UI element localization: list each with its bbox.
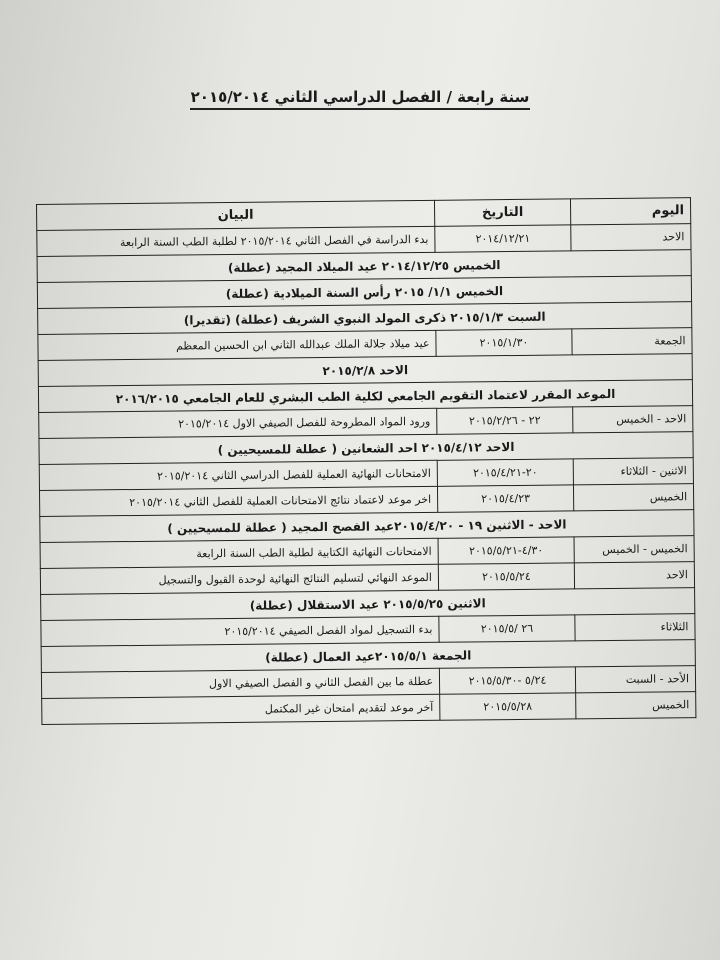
- row-merged-event: الاحد ٢٠١٥/٢/٨: [38, 354, 692, 387]
- row-day: الجمعة: [572, 328, 692, 355]
- row-day: الخميس: [573, 484, 693, 511]
- row-merged-event: الاثنين ٢٠١٥/٥/٢٥ عيد الاستقلال (عطلة): [41, 588, 695, 621]
- row-day: الخميس - الخميس: [574, 536, 694, 563]
- row-date: ٢٠١٥/١/٣٠: [436, 329, 572, 356]
- document-title: سنة رابعة / الفصل الدراسي الثاني ٢٠١٥/٢٠١٤: [190, 88, 530, 110]
- schedule-body: [37, 224, 696, 725]
- row-merged-event: الجمعة ٢٠١٥/٥/١عيد العمال (عطلة): [41, 640, 695, 673]
- row-desc: آخر موعد لتقديم امتحان غير المكتمل: [42, 694, 440, 724]
- row-day: الاثنين - الثلاثاء: [573, 458, 693, 485]
- row-merged-event: الخميس ١/١/ ٢٠١٥ رأس السنة الميلادية (عطلة): [37, 276, 691, 309]
- row-date: ٢٦ /٢٠١٥/٥: [439, 615, 575, 642]
- header-date: التاريخ: [434, 199, 570, 226]
- row-date: ٤/٣٠-٢٠١٥/٥/٢١: [438, 537, 574, 564]
- row-date: ٥/٢٤ -٢٠١٥/٥/٣٠: [439, 667, 575, 694]
- row-day: الأحد - السبت: [575, 666, 695, 693]
- row-date: ٢٠١٥/٥/٢٤: [438, 563, 574, 590]
- row-desc: الامتحانات النهائية العملية للفصل الدراسي الثاني ٢٠١٥/٢٠١٤: [39, 460, 437, 490]
- row-date: ٢٢ - ٢٠١٥/٢/٢٦: [437, 407, 573, 434]
- row-desc: بدء الدراسة في الفصل الثاني ٢٠١٥/٢٠١٤ لطلبة الطب السنة الرابعة: [37, 226, 435, 256]
- row-desc: اخر موعد لاعتماد نتائج الامتحانات العملية للفصل الثاني ٢٠١٥/٢٠١٤: [40, 486, 438, 516]
- header-day: اليوم: [570, 198, 690, 225]
- row-date: ٢٠-٢٠١٥/٤/٢١: [437, 459, 573, 486]
- row-desc: عطلة ما بين الفصل الثاني و الفصل الصيفي الاول: [41, 668, 439, 698]
- row-day: الاحد: [574, 562, 694, 589]
- row-merged-event: الاحد - الاثنين ١٩ - ٢٠١٥/٤/٢٠عيد الفصح المجيد ( عطلة للمسيحيين ): [40, 510, 694, 543]
- row-desc: عيد ميلاد جلالة الملك عبدالله الثاني ابن الحسين المعظم: [38, 330, 436, 360]
- header-desc: البيان: [37, 200, 435, 230]
- row-date: ٢٠١٥/٤/٢٣: [437, 485, 573, 512]
- row-desc: الامتحانات النهائية الكتابية لطلبة الطب السنة الرابعة: [40, 538, 438, 568]
- row-desc: الموعد النهائي لتسليم النتائج النهائية لوحدة القبول والتسجيل: [40, 564, 438, 594]
- row-day: الثلاثاء: [575, 614, 695, 641]
- row-merged-event: الاحد ٢٠١٥/٤/١٢ احد الشعانين ( عطلة للمسيحيين ): [39, 432, 693, 465]
- row-day: الاحد: [571, 224, 691, 251]
- row-merged-event: الخميس ٢٠١٤/١٢/٢٥ عيد الميلاد المجيد (عطلة): [37, 250, 691, 283]
- table-row: [42, 692, 696, 725]
- schedule-table: [36, 197, 696, 725]
- row-date: ٢٠١٤/١٢/٢١: [435, 225, 571, 252]
- row-date: ٢٠١٥/٥/٢٨: [440, 693, 576, 720]
- row-merged-event: الموعد المقرر لاعتماد التقويم الجامعي لكلية الطب البشري للعام الجامعي ٢٠١٦/٢٠١٥: [38, 380, 692, 413]
- row-merged-event: السبت ٢٠١٥/١/٣ ذكرى المولد النبوي الشريف (عطلة) (تقديرا): [38, 302, 692, 335]
- row-day: الخميس: [576, 692, 696, 719]
- row-desc: بدء التسجيل لمواد الفصل الصيفي ٢٠١٥/٢٠١٤: [41, 616, 439, 646]
- row-desc: ورود المواد المطروحة للفصل الصيفي الاول ٢٠١٥/٢٠١٤: [39, 408, 437, 438]
- row-day: الاحد - الخميس: [573, 406, 693, 433]
